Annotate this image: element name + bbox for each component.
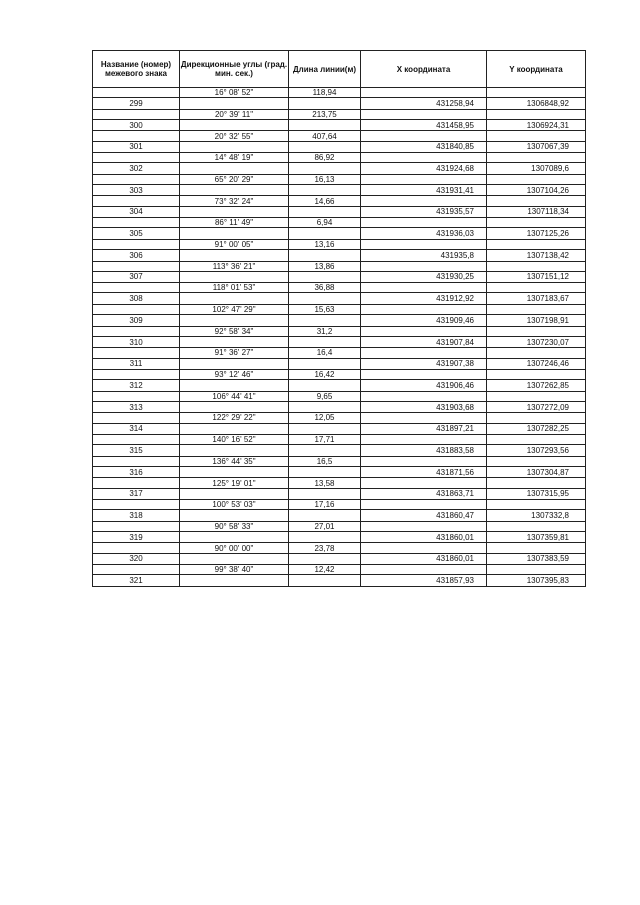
x-coordinate-cell — [361, 369, 487, 379]
length-cell: 16,42 — [289, 369, 361, 379]
length-cell — [289, 553, 361, 564]
x-coordinate-cell — [361, 218, 487, 228]
point-name-cell: 312 — [93, 380, 180, 391]
point-name-cell: 304 — [93, 206, 180, 217]
y-coordinate-cell: 1307246,46 — [487, 358, 586, 369]
x-coordinate-cell: 431871,56 — [361, 466, 487, 477]
point-name-cell: 319 — [93, 532, 180, 543]
y-coordinate-cell: 1307198,91 — [487, 315, 586, 326]
length-cell: 36,88 — [289, 283, 361, 293]
point-row — [93, 271, 586, 282]
length-cell — [289, 293, 361, 304]
length-cell: 118,94 — [289, 88, 361, 98]
x-coordinate-cell — [361, 283, 487, 293]
point-name-cell: 303 — [93, 185, 180, 196]
y-coordinate-cell — [487, 304, 586, 314]
point-name-cell: 305 — [93, 228, 180, 239]
point-name-cell — [93, 456, 180, 466]
point-name-cell — [93, 109, 180, 119]
y-coordinate-cell: 1307138,42 — [487, 250, 586, 261]
length-cell: 9,65 — [289, 391, 361, 401]
x-coordinate-cell: 431935,57 — [361, 206, 487, 217]
point-name-cell — [93, 500, 180, 510]
segment-row — [93, 543, 586, 553]
boundary-coordinates-table — [92, 50, 586, 587]
x-coordinate-cell: 431458,95 — [361, 119, 487, 130]
length-cell — [289, 380, 361, 391]
y-coordinate-cell — [487, 218, 586, 228]
angle-cell — [180, 271, 289, 282]
length-cell: 23,78 — [289, 543, 361, 553]
angle-cell: 92° 58' 34" — [180, 326, 289, 336]
angle-cell: 91° 36' 27" — [180, 348, 289, 358]
angle-cell: 90° 58' 33" — [180, 521, 289, 531]
header-y: Y координата — [487, 51, 586, 88]
point-row — [93, 488, 586, 499]
length-cell — [289, 228, 361, 239]
angle-cell — [180, 336, 289, 347]
point-name-cell: 315 — [93, 445, 180, 456]
point-name-cell: 317 — [93, 488, 180, 499]
point-row — [93, 575, 586, 586]
point-name-cell — [93, 304, 180, 314]
x-coordinate-cell: 431897,21 — [361, 423, 487, 434]
y-coordinate-cell: 1307104,26 — [487, 185, 586, 196]
segment-row — [93, 196, 586, 206]
angle-cell — [180, 228, 289, 239]
x-coordinate-cell: 431857,93 — [361, 575, 487, 586]
y-coordinate-cell: 1307282,25 — [487, 423, 586, 434]
segment-row — [93, 131, 586, 141]
length-cell: 27,01 — [289, 521, 361, 531]
angle-cell — [180, 98, 289, 109]
y-coordinate-cell — [487, 153, 586, 163]
y-coordinate-cell — [487, 369, 586, 379]
y-coordinate-cell — [487, 478, 586, 488]
x-coordinate-cell: 431903,68 — [361, 401, 487, 412]
y-coordinate-cell — [487, 261, 586, 271]
angle-cell — [180, 250, 289, 261]
angle-cell: 86° 11' 49" — [180, 218, 289, 228]
angle-cell: 102° 47' 29" — [180, 304, 289, 314]
y-coordinate-cell: 1307125,26 — [487, 228, 586, 239]
x-coordinate-cell: 431860,47 — [361, 510, 487, 521]
x-coordinate-cell: 431907,84 — [361, 336, 487, 347]
length-cell: 13,86 — [289, 261, 361, 271]
angle-cell: 65° 20' 29" — [180, 174, 289, 184]
angle-cell: 136° 44' 35" — [180, 456, 289, 466]
point-row — [93, 510, 586, 521]
x-coordinate-cell: 431258,94 — [361, 98, 487, 109]
length-cell — [289, 141, 361, 152]
point-name-cell: 318 — [93, 510, 180, 521]
point-row — [93, 163, 586, 174]
point-name-cell: 299 — [93, 98, 180, 109]
point-row — [93, 293, 586, 304]
header-name: Название (номер) межевого знака — [93, 51, 180, 88]
point-row — [93, 445, 586, 456]
angle-cell — [180, 445, 289, 456]
angle-cell: 90° 00' 00" — [180, 543, 289, 553]
y-coordinate-cell — [487, 174, 586, 184]
x-coordinate-cell: 431912,92 — [361, 293, 487, 304]
angle-cell: 113° 36' 21" — [180, 261, 289, 271]
length-cell — [289, 532, 361, 543]
x-coordinate-cell: 431906,46 — [361, 380, 487, 391]
y-coordinate-cell — [487, 88, 586, 98]
y-coordinate-cell: 1307183,67 — [487, 293, 586, 304]
point-row — [93, 553, 586, 564]
angle-cell: 93° 12' 46" — [180, 369, 289, 379]
point-name-cell — [93, 413, 180, 423]
angle-cell — [180, 119, 289, 130]
x-coordinate-cell — [361, 543, 487, 553]
x-coordinate-cell — [361, 239, 487, 249]
point-row — [93, 358, 586, 369]
x-coordinate-cell — [361, 196, 487, 206]
angle-cell: 122° 29' 22" — [180, 413, 289, 423]
angle-cell: 118° 01' 53" — [180, 283, 289, 293]
length-cell — [289, 163, 361, 174]
angle-cell: 125° 19' 01" — [180, 478, 289, 488]
point-name-cell: 316 — [93, 466, 180, 477]
angle-cell: 14° 48' 19" — [180, 153, 289, 163]
length-cell: 13,16 — [289, 239, 361, 249]
x-coordinate-cell — [361, 413, 487, 423]
length-cell: 31,2 — [289, 326, 361, 336]
angle-cell — [180, 466, 289, 477]
angle-cell: 91° 00' 05" — [180, 239, 289, 249]
angle-cell — [180, 532, 289, 543]
point-row — [93, 119, 586, 130]
x-coordinate-cell: 431883,58 — [361, 445, 487, 456]
point-row — [93, 336, 586, 347]
segment-row — [93, 261, 586, 271]
y-coordinate-cell: 1307395,83 — [487, 575, 586, 586]
x-coordinate-cell: 431863,71 — [361, 488, 487, 499]
length-cell: 16,5 — [289, 456, 361, 466]
point-row — [93, 98, 586, 109]
segment-row — [93, 391, 586, 401]
length-cell — [289, 466, 361, 477]
segment-row — [93, 478, 586, 488]
segment-row — [93, 153, 586, 163]
point-name-cell — [93, 369, 180, 379]
length-cell: 17,71 — [289, 435, 361, 445]
y-coordinate-cell: 1307151,12 — [487, 271, 586, 282]
point-name-cell: 320 — [93, 553, 180, 564]
header-length: Длина линии(м) — [289, 51, 361, 88]
angle-cell — [180, 380, 289, 391]
point-name-cell — [93, 174, 180, 184]
angle-cell: 100° 53' 03" — [180, 500, 289, 510]
angle-cell — [180, 401, 289, 412]
length-cell — [289, 119, 361, 130]
y-coordinate-cell — [487, 109, 586, 119]
segment-row — [93, 435, 586, 445]
length-cell — [289, 185, 361, 196]
segment-row — [93, 565, 586, 575]
point-name-cell — [93, 478, 180, 488]
length-cell: 12,42 — [289, 565, 361, 575]
point-name-cell — [93, 565, 180, 575]
length-cell — [289, 423, 361, 434]
point-name-cell: 307 — [93, 271, 180, 282]
point-name-cell: 321 — [93, 575, 180, 586]
x-coordinate-cell: 431909,46 — [361, 315, 487, 326]
x-coordinate-cell: 431935,8 — [361, 250, 487, 261]
point-name-cell — [93, 521, 180, 531]
length-cell: 16,13 — [289, 174, 361, 184]
length-cell: 6,94 — [289, 218, 361, 228]
segment-row — [93, 369, 586, 379]
angle-cell: 20° 39' 11" — [180, 109, 289, 119]
segment-row — [93, 521, 586, 531]
angle-cell — [180, 293, 289, 304]
length-cell: 213,75 — [289, 109, 361, 119]
point-row — [93, 401, 586, 412]
table-body — [93, 88, 586, 587]
y-coordinate-cell — [487, 391, 586, 401]
length-cell — [289, 206, 361, 217]
angle-cell — [180, 185, 289, 196]
y-coordinate-cell: 1307089,6 — [487, 163, 586, 174]
y-coordinate-cell — [487, 543, 586, 553]
point-name-cell: 301 — [93, 141, 180, 152]
point-row — [93, 185, 586, 196]
angle-cell — [180, 163, 289, 174]
x-coordinate-cell — [361, 326, 487, 336]
angle-cell — [180, 141, 289, 152]
y-coordinate-cell: 1306848,92 — [487, 98, 586, 109]
segment-row — [93, 326, 586, 336]
y-coordinate-cell — [487, 283, 586, 293]
y-coordinate-cell: 1307332,8 — [487, 510, 586, 521]
point-row — [93, 206, 586, 217]
y-coordinate-cell — [487, 521, 586, 531]
y-coordinate-cell: 1307118,34 — [487, 206, 586, 217]
length-cell: 15,63 — [289, 304, 361, 314]
length-cell — [289, 358, 361, 369]
angle-cell: 140° 16' 52" — [180, 435, 289, 445]
x-coordinate-cell: 431860,01 — [361, 553, 487, 564]
x-coordinate-cell — [361, 521, 487, 531]
angle-cell: 20° 32' 55" — [180, 131, 289, 141]
length-cell — [289, 315, 361, 326]
x-coordinate-cell: 431931,41 — [361, 185, 487, 196]
y-coordinate-cell — [487, 196, 586, 206]
segment-row — [93, 456, 586, 466]
point-name-cell: 309 — [93, 315, 180, 326]
point-name-cell: 308 — [93, 293, 180, 304]
y-coordinate-cell — [487, 348, 586, 358]
point-name-cell — [93, 435, 180, 445]
x-coordinate-cell — [361, 153, 487, 163]
y-coordinate-cell: 1307293,56 — [487, 445, 586, 456]
x-coordinate-cell — [361, 174, 487, 184]
point-row — [93, 141, 586, 152]
x-coordinate-cell — [361, 348, 487, 358]
x-coordinate-cell: 431860,01 — [361, 532, 487, 543]
length-cell: 16,4 — [289, 348, 361, 358]
point-name-cell — [93, 543, 180, 553]
x-coordinate-cell: 431924,68 — [361, 163, 487, 174]
segment-row — [93, 304, 586, 314]
length-cell: 13,58 — [289, 478, 361, 488]
segment-row — [93, 218, 586, 228]
point-name-cell — [93, 218, 180, 228]
segment-row — [93, 109, 586, 119]
y-coordinate-cell: 1306924,31 — [487, 119, 586, 130]
y-coordinate-cell: 1307315,95 — [487, 488, 586, 499]
x-coordinate-cell — [361, 456, 487, 466]
x-coordinate-cell — [361, 478, 487, 488]
point-name-cell — [93, 88, 180, 98]
y-coordinate-cell: 1307067,39 — [487, 141, 586, 152]
point-row — [93, 423, 586, 434]
point-row — [93, 466, 586, 477]
point-name-cell: 313 — [93, 401, 180, 412]
length-cell — [289, 510, 361, 521]
length-cell: 407,64 — [289, 131, 361, 141]
segment-row — [93, 413, 586, 423]
length-cell — [289, 271, 361, 282]
header-x: X координата — [361, 51, 487, 88]
y-coordinate-cell — [487, 565, 586, 575]
angle-cell: 16° 08' 52" — [180, 88, 289, 98]
point-name-cell — [93, 391, 180, 401]
x-coordinate-cell: 431840,85 — [361, 141, 487, 152]
length-cell: 12,05 — [289, 413, 361, 423]
segment-row — [93, 348, 586, 358]
length-cell — [289, 575, 361, 586]
angle-cell — [180, 510, 289, 521]
angle-cell — [180, 358, 289, 369]
point-row — [93, 228, 586, 239]
point-row — [93, 532, 586, 543]
point-name-cell: 302 — [93, 163, 180, 174]
point-name-cell — [93, 283, 180, 293]
x-coordinate-cell — [361, 391, 487, 401]
point-row — [93, 380, 586, 391]
segment-row — [93, 174, 586, 184]
segment-row — [93, 88, 586, 98]
angle-cell — [180, 553, 289, 564]
x-coordinate-cell — [361, 88, 487, 98]
y-coordinate-cell — [487, 131, 586, 141]
point-row — [93, 250, 586, 261]
x-coordinate-cell — [361, 435, 487, 445]
x-coordinate-cell — [361, 109, 487, 119]
length-cell — [289, 488, 361, 499]
length-cell: 17,16 — [289, 500, 361, 510]
length-cell — [289, 445, 361, 456]
y-coordinate-cell — [487, 239, 586, 249]
angle-cell — [180, 315, 289, 326]
y-coordinate-cell — [487, 500, 586, 510]
y-coordinate-cell: 1307383,59 — [487, 553, 586, 564]
x-coordinate-cell: 431907,38 — [361, 358, 487, 369]
x-coordinate-cell: 431930,25 — [361, 271, 487, 282]
angle-cell — [180, 423, 289, 434]
point-name-cell — [93, 239, 180, 249]
x-coordinate-cell — [361, 304, 487, 314]
point-name-cell — [93, 196, 180, 206]
point-name-cell — [93, 261, 180, 271]
point-name-cell: 306 — [93, 250, 180, 261]
y-coordinate-cell — [487, 456, 586, 466]
angle-cell: 73° 32' 24" — [180, 196, 289, 206]
segment-row — [93, 283, 586, 293]
point-name-cell — [93, 326, 180, 336]
point-name-cell — [93, 348, 180, 358]
angle-cell: 106° 44' 41" — [180, 391, 289, 401]
point-row — [93, 315, 586, 326]
point-name-cell — [93, 153, 180, 163]
point-name-cell: 300 — [93, 119, 180, 130]
angle-cell: 99° 38' 40" — [180, 565, 289, 575]
y-coordinate-cell — [487, 435, 586, 445]
point-name-cell — [93, 131, 180, 141]
point-name-cell: 311 — [93, 358, 180, 369]
length-cell — [289, 98, 361, 109]
length-cell — [289, 401, 361, 412]
header-angles: Дирекционные углы (град. мин. сек.) — [180, 51, 289, 88]
y-coordinate-cell — [487, 413, 586, 423]
x-coordinate-cell — [361, 565, 487, 575]
y-coordinate-cell: 1307262,85 — [487, 380, 586, 391]
x-coordinate-cell — [361, 500, 487, 510]
point-name-cell: 314 — [93, 423, 180, 434]
length-cell: 14,66 — [289, 196, 361, 206]
y-coordinate-cell: 1307359,81 — [487, 532, 586, 543]
y-coordinate-cell — [487, 326, 586, 336]
angle-cell — [180, 575, 289, 586]
length-cell — [289, 336, 361, 347]
segment-row — [93, 500, 586, 510]
y-coordinate-cell: 1307230,07 — [487, 336, 586, 347]
x-coordinate-cell — [361, 261, 487, 271]
length-cell: 86,92 — [289, 153, 361, 163]
table-header-row — [93, 51, 586, 88]
y-coordinate-cell: 1307272,09 — [487, 401, 586, 412]
angle-cell — [180, 206, 289, 217]
length-cell — [289, 250, 361, 261]
segment-row — [93, 239, 586, 249]
x-coordinate-cell: 431936,03 — [361, 228, 487, 239]
x-coordinate-cell — [361, 131, 487, 141]
y-coordinate-cell: 1307304,87 — [487, 466, 586, 477]
point-name-cell: 310 — [93, 336, 180, 347]
angle-cell — [180, 488, 289, 499]
